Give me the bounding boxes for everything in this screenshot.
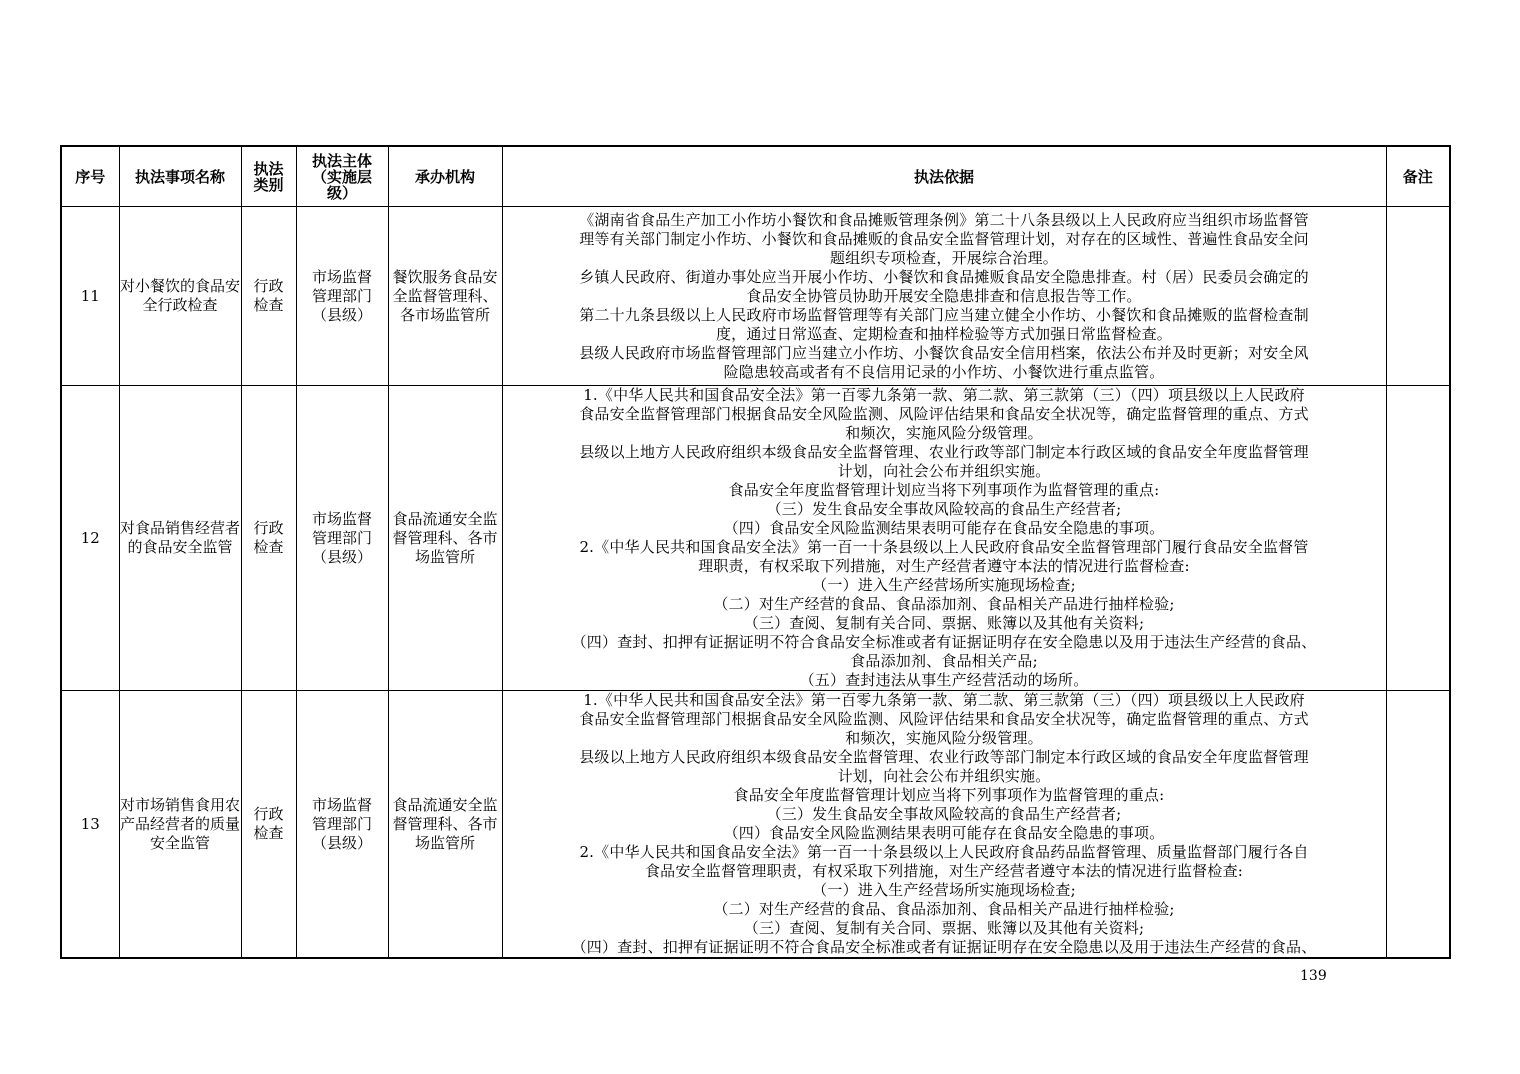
- basis-line: 食品添加剂、食品相关产品;: [850, 652, 1038, 670]
- basis-line: 计划，向社会公布并组织实施。: [837, 462, 1051, 480]
- basis-line: 食品安全年度监督管理计划应当将下列事项作为监督管理的重点:: [723, 786, 1165, 804]
- row-org: 食品流通安全监督管理科、各市场监管所: [388, 386, 502, 691]
- basis-line: （三）查阅、复制有关合同、票据、账簿以及其他有关资料;: [743, 919, 1145, 937]
- basis-line: 和频次，实施风险分级管理。: [845, 424, 1043, 442]
- header-note: 备注: [1386, 146, 1450, 207]
- basis-line: （三）发生食品安全事故风险较高的食品生产经营者;: [766, 500, 1122, 518]
- basis-line: （五）查封违法从事生产经营活动的场所。: [799, 671, 1089, 689]
- basis-line: 1.《中华人民共和国食品安全法》第一百零九条第一款、第二款、第三款第（三）（四）项县级以上人民政府: [583, 691, 1305, 709]
- header-no: 序号: [61, 146, 119, 207]
- row-basis: [502, 691, 1386, 959]
- law-enforcement-table-container: [60, 145, 1449, 959]
- basis-line: 食品安全年度监督管理计划应当将下列事项作为监督管理的重点:: [728, 481, 1160, 499]
- basis-line: 计划，向社会公布并组织实施。: [837, 767, 1051, 785]
- row-note: [1386, 386, 1450, 691]
- table-row: [61, 386, 1450, 691]
- basis-line: （四）查封、扣押有证据证明不符合食品安全标准或者有证据证明存在安全隐患以及用于违法生产经营的食品、: [571, 633, 1317, 651]
- basis-line: （二）对生产经营的食品、食品添加剂、食品相关产品进行抽样检验;: [713, 900, 1175, 918]
- row-type: 行政检查: [241, 207, 296, 386]
- header-org: 承办机构: [388, 146, 502, 207]
- table-row: [61, 207, 1450, 386]
- basis-line: 县级以上地方人民政府组织本级食品安全监督管理、农业行政等部门制定本行政区域的食品安全年度监督管理: [579, 748, 1309, 766]
- basis-line: 2.《中华人民共和国食品安全法》第一百一十条县级以上人民政府食品药品监督管理、质量监督部门履行各自: [579, 843, 1309, 861]
- basis-line: 食品安全监督管理部门根据食品安全风险监测、风险评估结果和食品安全状况等，确定监督管理的重点、方式: [579, 405, 1309, 423]
- row-name: 对小餐饮的食品安全行政检查: [119, 207, 241, 386]
- row-type: 行政检查: [241, 386, 296, 691]
- row-note: [1386, 207, 1450, 386]
- header-row: [61, 146, 1450, 207]
- header-name: 执法事项名称: [119, 146, 241, 207]
- basis-line: 1.《中华人民共和国食品安全法》第一百零九条第一款、第二款、第三款第（三）（四）项县级以上人民政府: [583, 386, 1305, 404]
- basis-line: （一）进入生产经营场所实施现场检查;: [812, 576, 1076, 594]
- basis-line: （三）发生食品安全事故风险较高的食品生产经营者;: [766, 805, 1122, 823]
- row-name: 对食品销售经营者的食品安全监管: [119, 386, 241, 691]
- basis-line: （三）查阅、复制有关合同、票据、账簿以及其他有关资料;: [743, 614, 1145, 632]
- basis-line: 食品安全监督管理职责，有权采取下列措施，对生产经营者遵守本法的情况进行监督检查:: [644, 862, 1244, 880]
- row-basis: [502, 207, 1386, 386]
- table-row: [61, 691, 1450, 959]
- basis-line: 2.《中华人民共和国食品安全法》第一百一十条县级以上人民政府食品安全监督管理部门履行食品安全监督管: [579, 538, 1309, 556]
- basis-line: （四）食品安全风险监测结果表明可能存在食品安全隐患的事项。: [723, 519, 1165, 537]
- page-number: 139: [1300, 968, 1327, 984]
- row-subject: 市场监督管理部门（县级）: [296, 691, 388, 959]
- basis-line: 险隐患较高或者有不良信用记录的小作坊、小餐饮进行重点监管。: [723, 362, 1165, 381]
- basis-line: 第二十九条县级以上人民政府市场监督管理等有关部门应当建立健全小作坊、小餐饮和食品摊贩的监督检查制: [579, 305, 1309, 324]
- basis-line: （二）对生产经营的食品、食品添加剂、食品相关产品进行抽样检验;: [713, 595, 1175, 613]
- basis-line: 《湖南省食品生产加工小作坊小餐饮和食品摊贩管理条例》第二十八条县级以上人民政府应当组织市场监督管: [579, 210, 1309, 229]
- basis-line: 县级人民政府市场监督管理部门应当建立小作坊、小餐饮食品安全信用档案，依法公布并及时更新；对安全风: [579, 343, 1309, 362]
- basis-line: 乡镇人民政府、街道办事处应当开展小作坊、小餐饮和食品摊贩食品安全隐患排查。村（居）民委员会确定的: [579, 267, 1309, 286]
- row-subject: 市场监督管理部门（县级）: [296, 386, 388, 691]
- basis-line: 县级以上地方人民政府组织本级食品安全监督管理、农业行政等部门制定本行政区域的食品安全年度监督管理: [579, 443, 1309, 461]
- row-no: 11: [61, 207, 119, 386]
- row-type: 行政检查: [241, 691, 296, 959]
- basis-line: 度，通过日常巡查、定期检查和抽样检验等方式加强日常监督检查。: [715, 324, 1172, 343]
- row-org: 餐饮服务食品安全监督管理科、各市场监管所: [388, 207, 502, 386]
- row-no: 12: [61, 386, 119, 691]
- basis-line: 和频次，实施风险分级管理。: [845, 729, 1043, 747]
- row-org: 食品流通安全监督管理科、各市场监管所: [388, 691, 502, 959]
- header-subject: 执法主体（实施层级）: [296, 146, 388, 207]
- basis-line: 理职责，有权采取下列措施，对生产经营者遵守本法的情况进行监督检查:: [698, 557, 1190, 575]
- basis-line: （一）进入生产经营场所实施现场检查;: [812, 881, 1076, 899]
- header-basis: 执法依据: [502, 146, 1386, 207]
- header-type: 执法类别: [241, 146, 296, 207]
- row-name: 对市场销售食用农产品经营者的质量安全监管: [119, 691, 241, 959]
- row-basis: [502, 386, 1386, 691]
- law-enforcement-table: [60, 145, 1451, 959]
- basis-line: 题组织专项检查，开展综合治理。: [829, 248, 1058, 267]
- basis-line: （四）查封、扣押有证据证明不符合食品安全标准或者有证据证明存在安全隐患以及用于违法生产经营的食品、: [571, 938, 1317, 956]
- basis-line: 食品安全监督管理部门根据食品安全风险监测、风险评估结果和食品安全状况等，确定监督管理的重点、方式: [579, 710, 1309, 728]
- basis-line: 理等有关部门制定小作坊、小餐饮和食品摊贩的食品安全监督管理计划，对存在的区域性、普遍性食品安全问: [579, 229, 1309, 248]
- basis-line: （四）食品安全风险监测结果表明可能存在食品安全隐患的事项。: [723, 824, 1165, 842]
- row-note: [1386, 691, 1450, 959]
- basis-line: 食品安全协管员协助开展安全隐患排查和信息报告等工作。: [746, 286, 1142, 305]
- row-no: 13: [61, 691, 119, 959]
- row-subject: 市场监督管理部门（县级）: [296, 207, 388, 386]
